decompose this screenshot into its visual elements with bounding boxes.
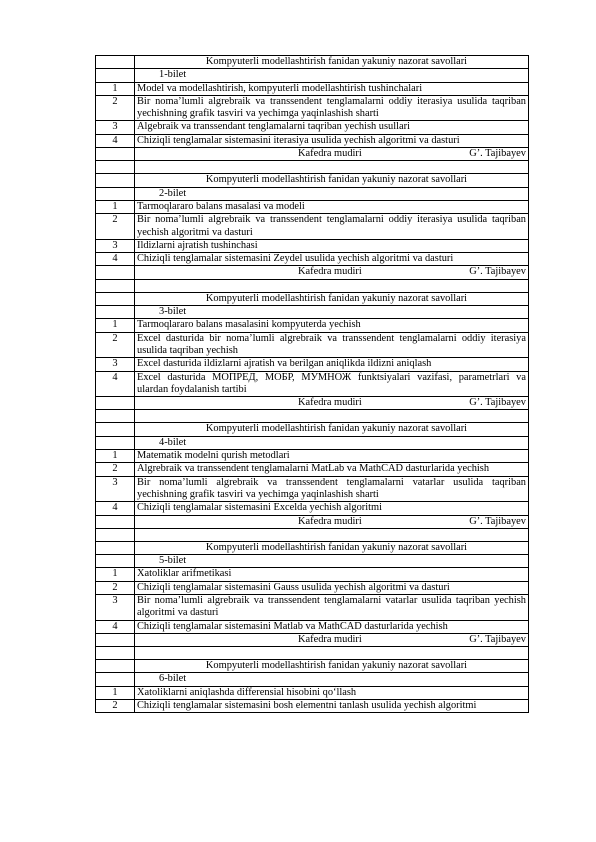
number-cell-empty xyxy=(96,148,135,161)
question-row xyxy=(96,95,529,121)
ticket-title: Kompyuterli modellashtirish fanidan yakuniy nazorat savollari xyxy=(135,423,529,436)
ticket-title: Kompyuterli modellashtirish fanidan yakuniy nazorat savollari xyxy=(135,174,529,187)
number-cell-empty xyxy=(96,528,135,541)
signature-line xyxy=(137,516,526,528)
ticket-bilet-label: 3-bilet xyxy=(135,306,529,319)
ticket-title-row xyxy=(96,660,529,673)
question-number: 2 xyxy=(96,463,135,476)
question-number: 4 xyxy=(96,371,135,397)
question-text: Ildizlarni ajratish tushinchasi xyxy=(135,239,529,252)
question-row xyxy=(96,214,529,240)
blank-cell xyxy=(135,279,529,292)
exam-questions-body xyxy=(96,56,529,713)
question-text: Chiziqli tenglamalar sistemasini bosh elementni tanlash usulida yechish algoritmi xyxy=(135,700,529,713)
number-cell-empty xyxy=(96,423,135,436)
question-number: 2 xyxy=(96,332,135,358)
number-cell-empty xyxy=(96,56,135,69)
signature-cell xyxy=(135,397,529,410)
question-row xyxy=(96,82,529,95)
ticket-bilet-row xyxy=(96,673,529,686)
question-row xyxy=(96,239,529,252)
ticket-title-row xyxy=(96,423,529,436)
question-number: 1 xyxy=(96,82,135,95)
question-text: Tarmoqlararo balans masalasi va modeli xyxy=(135,200,529,213)
blank-cell xyxy=(135,528,529,541)
ticket-bilet-row xyxy=(96,555,529,568)
number-cell-empty xyxy=(96,187,135,200)
signature-cell xyxy=(135,266,529,279)
signature-row xyxy=(96,515,529,528)
number-cell-empty xyxy=(96,555,135,568)
question-row xyxy=(96,358,529,371)
question-row xyxy=(96,134,529,147)
question-number: 3 xyxy=(96,121,135,134)
question-row xyxy=(96,319,529,332)
number-cell-empty xyxy=(96,515,135,528)
question-text: Chiziqli tenglamalar sistemasini Zeydel usulida yechish algoritmi va dasturi xyxy=(135,253,529,266)
question-text: Excel dasturida ildizlarni ajratish va berilgan aniqlikda ildizni aniqlash xyxy=(135,358,529,371)
ticket-bilet-row xyxy=(96,187,529,200)
ticket-title: Kompyuterli modellashtirish fanidan yakuniy nazorat savollari xyxy=(135,292,529,305)
question-number: 2 xyxy=(96,95,135,121)
question-number: 1 xyxy=(96,686,135,699)
question-row xyxy=(96,686,529,699)
question-text: Xatoliklarni aniqlashda differensial hisobini qo‘llash xyxy=(135,686,529,699)
kafedra-mudiri-label: Kafedra mudiri xyxy=(298,515,362,527)
question-row xyxy=(96,253,529,266)
question-number: 3 xyxy=(96,358,135,371)
question-number: 3 xyxy=(96,476,135,502)
exam-questions-document xyxy=(95,55,529,713)
question-text: Model va modellashtirish, kompyuterli modellashtirish tushinchalari xyxy=(135,82,529,95)
question-text: Bir noma’lumli algrebraik va transsendent tenglamalarni vatarlar usulida taqriban yechishning grafik tasviri va yechimga yaqinlashish sharti xyxy=(135,476,529,502)
question-number: 2 xyxy=(96,214,135,240)
signatory-name: G’. Tajibayev xyxy=(469,515,526,527)
separator-row xyxy=(96,647,529,660)
kafedra-mudiri-label: Kafedra mudiri xyxy=(298,266,362,278)
question-text: Bir noma’lumli algrebraik va transsendent tenglamalarni oddiy iterasiya usulida taqriban yechishning grafik tasviri va yechimga yaqinlashish sharti xyxy=(135,95,529,121)
ticket-title: Kompyuterli modellashtirish fanidan yakuniy nazorat savollari xyxy=(135,56,529,69)
ticket-title-row xyxy=(96,56,529,69)
signature-line xyxy=(137,397,526,409)
signature-cell xyxy=(135,515,529,528)
question-row xyxy=(96,200,529,213)
question-text: Chiziqli tenglamalar sistemasini Excelda yechish algoritmi xyxy=(135,502,529,515)
number-cell-empty xyxy=(96,69,135,82)
question-number: 2 xyxy=(96,700,135,713)
question-number: 4 xyxy=(96,253,135,266)
kafedra-mudiri-label: Kafedra mudiri xyxy=(298,148,362,160)
question-text: Algrebraik va transsendent tenglamalarni MatLab va MathCAD dasturlarida yechish xyxy=(135,463,529,476)
signatory-name: G’. Tajibayev xyxy=(469,397,526,409)
question-text: Xatoliklar arifmetikasi xyxy=(135,568,529,581)
exam-questions-table xyxy=(95,55,529,713)
ticket-bilet-row xyxy=(96,69,529,82)
question-number: 4 xyxy=(96,134,135,147)
question-row xyxy=(96,594,529,620)
number-cell-empty xyxy=(96,541,135,554)
ticket-bilet-label: 5-bilet xyxy=(135,555,529,568)
question-number: 3 xyxy=(96,239,135,252)
question-number: 1 xyxy=(96,200,135,213)
ticket-bilet-label: 1-bilet xyxy=(135,69,529,82)
ticket-bilet-row xyxy=(96,436,529,449)
question-number: 1 xyxy=(96,568,135,581)
separator-row xyxy=(96,161,529,174)
question-row xyxy=(96,700,529,713)
question-row xyxy=(96,502,529,515)
question-row xyxy=(96,568,529,581)
ticket-title-row xyxy=(96,292,529,305)
question-text: Bir noma’lumli algrebraik va transsendent tenglamalarni vatarlar usulida taqriban yechish algoritmi va dasturi xyxy=(135,594,529,620)
ticket-title: Kompyuterli modellashtirish fanidan yakuniy nazorat savollari xyxy=(135,660,529,673)
question-number: 3 xyxy=(96,594,135,620)
question-text: Excel dasturida bir noma’lumli algrebraik va transsendent tenglamalarni oddiy iterasiya usulida taqriban yechish xyxy=(135,332,529,358)
question-row xyxy=(96,620,529,633)
separator-row xyxy=(96,410,529,423)
question-row xyxy=(96,121,529,134)
question-number: 4 xyxy=(96,502,135,515)
number-cell-empty xyxy=(96,633,135,646)
question-text: Chiziqli tenglamalar sistemasini iterasiya usulida yechish algoritmi va dasturi xyxy=(135,134,529,147)
question-row xyxy=(96,450,529,463)
signatory-name: G’. Tajibayev xyxy=(469,148,526,160)
number-cell-empty xyxy=(96,306,135,319)
question-row xyxy=(96,476,529,502)
blank-cell xyxy=(135,410,529,423)
signature-row xyxy=(96,148,529,161)
number-cell-empty xyxy=(96,266,135,279)
ticket-title-row xyxy=(96,541,529,554)
number-cell-empty xyxy=(96,279,135,292)
number-cell-empty xyxy=(96,673,135,686)
signature-cell xyxy=(135,148,529,161)
question-text: Bir noma’lumli algrebraik va transsendent tenglamalarni oddiy iterasiya usulida taqriban yechish algoritmi va dasturi xyxy=(135,214,529,240)
signatory-name: G’. Tajibayev xyxy=(469,633,526,645)
signatory-name: G’. Tajibayev xyxy=(469,266,526,278)
separator-row xyxy=(96,279,529,292)
question-number: 4 xyxy=(96,620,135,633)
ticket-bilet-row xyxy=(96,306,529,319)
separator-row xyxy=(96,528,529,541)
number-cell-empty xyxy=(96,161,135,174)
kafedra-mudiri-label: Kafedra mudiri xyxy=(298,397,362,409)
question-text: Tarmoqlararo balans masalasini kompyuterda yechish xyxy=(135,319,529,332)
question-text: Chiziqli tenglamalar sistemasini Gauss usulida yechish algoritmi va dasturi xyxy=(135,581,529,594)
question-text: Chiziqli tenglamalar sistemasini Matlab va MathCAD dasturlarida yechish xyxy=(135,620,529,633)
ticket-title-row xyxy=(96,174,529,187)
signature-cell xyxy=(135,633,529,646)
question-row xyxy=(96,581,529,594)
number-cell-empty xyxy=(96,436,135,449)
ticket-bilet-label: 2-bilet xyxy=(135,187,529,200)
blank-cell xyxy=(135,647,529,660)
ticket-bilet-label: 6-bilet xyxy=(135,673,529,686)
signature-row xyxy=(96,397,529,410)
question-row xyxy=(96,463,529,476)
question-number: 1 xyxy=(96,450,135,463)
number-cell-empty xyxy=(96,174,135,187)
number-cell-empty xyxy=(96,660,135,673)
number-cell-empty xyxy=(96,410,135,423)
ticket-title: Kompyuterli modellashtirish fanidan yakuniy nazorat savollari xyxy=(135,541,529,554)
signature-row xyxy=(96,633,529,646)
question-number: 1 xyxy=(96,319,135,332)
ticket-bilet-label: 4-bilet xyxy=(135,436,529,449)
question-text: Algebraik va transsendant tenglamalarni taqriban yechish usullari xyxy=(135,121,529,134)
number-cell-empty xyxy=(96,647,135,660)
blank-cell xyxy=(135,161,529,174)
signature-row xyxy=(96,266,529,279)
kafedra-mudiri-label: Kafedra mudiri xyxy=(298,633,362,645)
question-text: Matematik modelni qurish metodlari xyxy=(135,450,529,463)
signature-line xyxy=(137,266,526,278)
question-text: Excel dasturida МОПРЕД, МОБР, МУМНОЖ funktsiyalari vazifasi, parametrlari va ulardan foydalanish tartibi xyxy=(135,371,529,397)
number-cell-empty xyxy=(96,292,135,305)
question-number: 2 xyxy=(96,581,135,594)
question-row xyxy=(96,332,529,358)
question-row xyxy=(96,371,529,397)
number-cell-empty xyxy=(96,397,135,410)
signature-line xyxy=(137,148,526,160)
signature-line xyxy=(137,634,526,646)
